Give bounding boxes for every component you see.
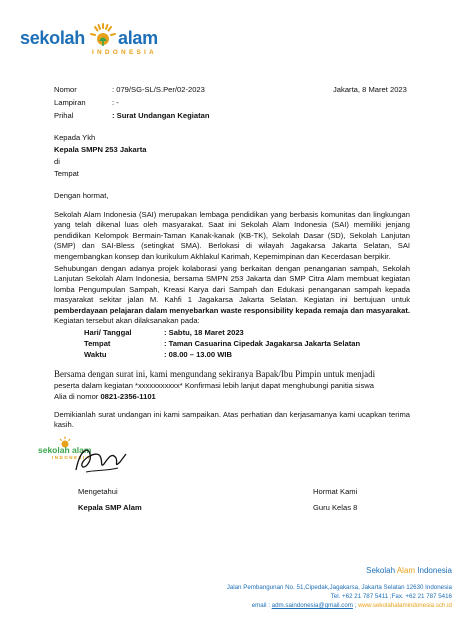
prihal-label: Prihal [54,111,74,120]
footer-brand-c: Indonesia [415,566,452,575]
invite-line3 [54,392,156,402]
signer-left-name: Kepala SMP Alam [78,503,142,512]
recipient-line2: Kepala SMPN 253 Jakarta [54,145,147,154]
footer-address: Jalan Pembangunan No. 51,Cipedak,Jagakarsa, Jakarta Selatan 12630 Indonesia [226,584,452,591]
recipient-line1: Kepada Ykh [54,133,96,142]
event-place-label: Tempat [84,339,111,348]
invite-line1: Bersama dengan surat ini, kami mengundang sekiranya Bapak/Ibu Pimpin untuk menjadi [54,369,376,379]
invite-line2: peserta dalam kegiatan *xxxxxxxxxxx* Konfirmasi lebih lanjut dapat menghubungi panitia siswa [54,381,374,390]
footer-separator: ; [352,602,359,609]
event-day-value: : Sabtu, 18 Maret 2023 [164,328,244,337]
letterhead-logo [20,22,220,62]
recipient-line4: Tempat [54,169,79,178]
event-day-label: Hari/ Tanggal [84,328,132,337]
paragraph-activity-text: Sehubungan dengan adanya projek kolaborasi yang berkaitan dengan penanganan sampah, Sekolah Lanjutan Sekolah Alam Indonesia, bersama SMPN 253 Jakarta dan SMP Citra Alam membuat kegiatan lomba Pengumpulan Sampah, Kreasi Karya dari Sampah dan Edukasi penanganan sampah kepada masyarakat sekitar jalan M. Kahfi 1 Jagakarsa Jakarta Selatan. Kegiatan ini bertujuan untuk [54,264,410,305]
footer-brand-b: Alam [396,566,416,575]
footer-phone: Tel. +62 21 787 5411 ;Fax. +62 21 787 5416 [330,593,452,600]
prihal-value: : Surat Undangan Kegiatan [112,111,210,120]
closing-paragraph: Demikianlah surat undangan ini kami sampaikan. Atas perhatian dan kerjasamanya kami ucapkan terima kasih. [54,410,410,430]
event-place-value: : Taman Casuarina Cipedak Jagakarsa Jakarta Selatan [164,339,361,348]
paragraph-activity [54,264,410,326]
event-time-value: : 08.00 – 13.00 WIB [164,350,232,359]
signer-right-name: Guru Kelas 8 [313,503,358,512]
paragraph-activity-end: Kegiatan tersebut akan dilaksanakan pada: [54,316,200,326]
footer-brand [366,566,452,575]
recipient-line3: di [54,157,60,166]
footer-email-label: email : [251,602,272,609]
letter-date: Jakarta, 8 Maret 2023 [333,85,407,94]
invite-contact-text: Alia di nomor [54,392,99,401]
footer-contacts [252,602,452,611]
lampiran-label: Lampiran [54,98,86,107]
nomor-value: : 079/SG-SL/S.Per/02-2023 [112,85,205,94]
stamp-word: sekolah alam [38,445,92,455]
contact-phone: 0821-2356-1101 [100,392,156,401]
footer-email-link[interactable]: adm.saindonesia@gmail.com [271,602,353,609]
signer-right-title: Hormat Kami [313,487,358,496]
greeting: Dengan hormat, [54,191,109,200]
logo-word-left: sekolah [20,28,85,48]
logo-word-right: alam [118,28,158,48]
logo-subtitle: INDONESIA [92,49,157,56]
footer-website-link[interactable]: www.sekolahalamindonesia.sch.id [358,602,452,609]
signer-left-title: Mengetahui [78,487,118,496]
nomor-label: Nomor [54,85,77,94]
signature-mark [70,440,130,480]
footer-brand-a: Sekolah [366,566,397,575]
lampiran-value: : - [112,98,119,107]
paragraph-intro: Sekolah Alam Indonesia (SAI) merupakan lembaga pendidikan yang berbasis komunitas dan lingkungan yang telah dikenal luas oleh masyarakat. Saat ini Sekolah Alam Indonesia (SAI) memiliki jenjang pendidikan Kelompok Bermain-Taman Kanak-kanak (KB-TK), Sekolah Dasar (SD), Sekolah Lanjutan (SMP) dan SAI-Bless (setingkat SMA). Berlokasi di wilayah Jagakarsa Jakarta Selatan, SAI mengembangkan konsep dan kurikulum Akhlakul Karimah, Kepemimpinan dan Kecerdasan berpikir. [54,210,410,261]
sun-tree-icon [89,22,117,50]
paragraph-activity-goal: pemberdayaan pelajaran dalam menyebarkan waste responsibility kepada remaja dan masyarakat. [54,305,410,315]
event-time-label: Waktu [84,350,107,359]
stamp-subtitle: INDONESIA [52,455,91,460]
